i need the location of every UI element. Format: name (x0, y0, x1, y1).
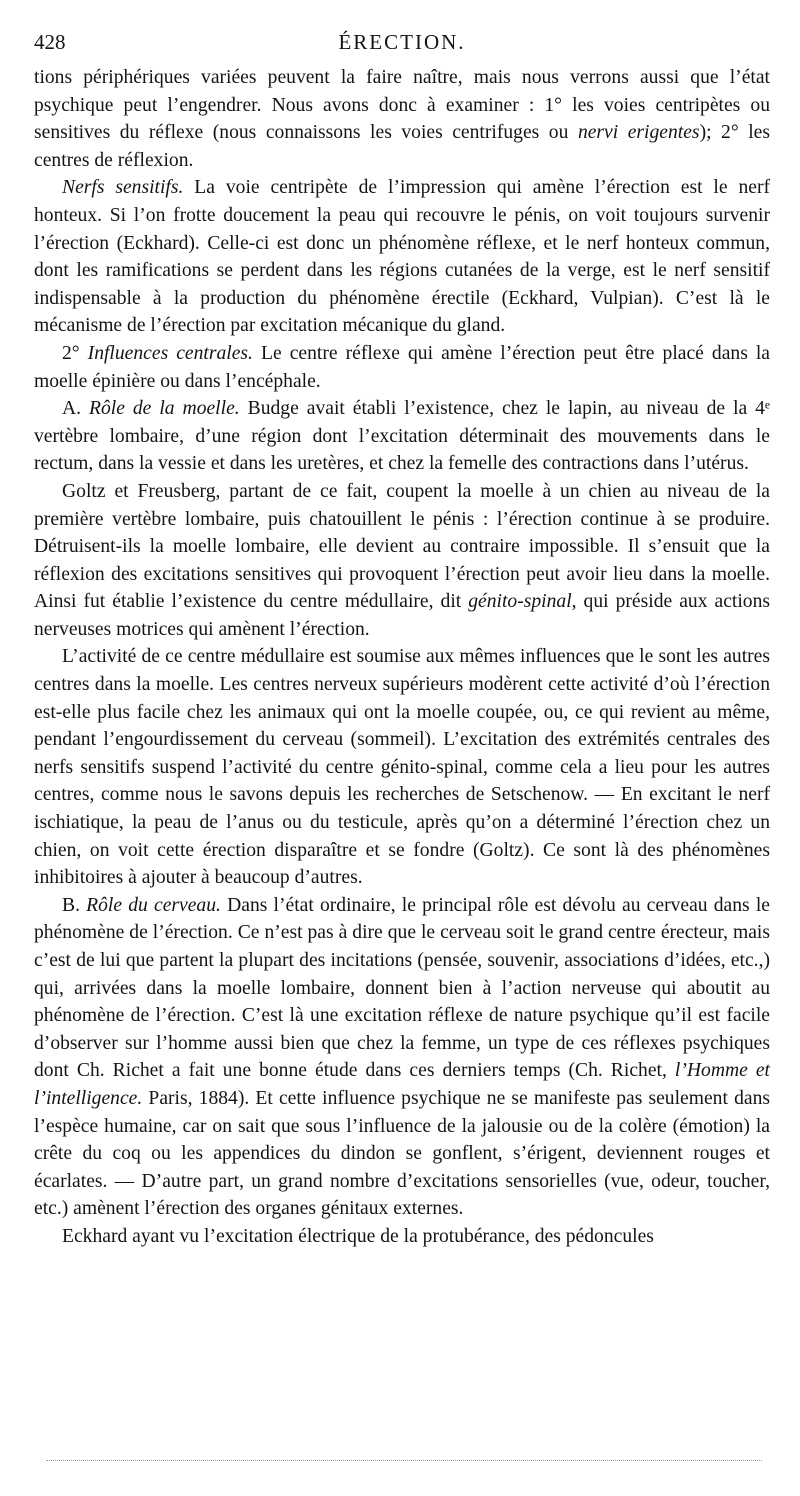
text-run: Goltz et Freusberg, partant de ce fait, coupent la moelle à un chien au niveau de la première vertèbre lombaire, puis chatouillent le pénis : l’érection continue à se produire. Détruisent-ils la moelle lombaire, elle devient au contraire impossible. Il s’ensuit que la réflexion des excitations sensitives qui provoquent l’érection peut avoir lieu dans la moelle. Ainsi fut établie l’existence du centre médullaire, dit (34, 480, 770, 613)
paragraph (34, 64, 770, 174)
italic-text: l’Homme et l’intelligence. (34, 1060, 770, 1109)
page-number: 428 (34, 30, 66, 54)
running-head: ÉRECTION. (338, 30, 466, 54)
text-run: Le centre réflexe qui amène l’érection peut être placé dans la moelle épinière ou dans l’encéphale. (34, 342, 770, 392)
paragraph (34, 340, 770, 395)
text-run: , qui préside aux actions nerveuses motrices qui amènent l’érection. (34, 591, 770, 640)
text-run: tions périphériques variées peuvent la faire naître, mais nous verrons aussi que l’état psychique peut l’engendrer. Nous avons donc à examiner : 1° les voies centripètes ou sensitives du réflexe (nous connaissons les voies centrifuges ou (34, 67, 770, 144)
text-run: 2° (62, 342, 88, 364)
paragraph (34, 643, 770, 891)
italic-text: nervi erigentes (577, 122, 700, 144)
paragraph (34, 395, 770, 478)
italic-text: génito-spinal (468, 591, 572, 613)
body-text (34, 64, 770, 1251)
text-run: Dans l’état ordinaire, le principal rôle est dévolu au cerveau dans le phénomène de l’érection. Ce n’est pas à dire que le cerveau soit le grand centre érecteur, mais c’est de lui que partent la plupart des incitations (pensée, souvenir, associations d’idées, etc.,) qui, arrivées dans la moelle lombaire, donnent bien à l’action nerveuse qui aboutit au phénomène de l’érection. C’est là une excitation réflexe de nature psychique qu’il est facile d’observer sur l’homme aussi bien que chez la femme, un type de ces réflexes psychiques dont Ch. Richet a fait une bonne étude dans ces derniers temps (Ch. Richet, (34, 894, 770, 1082)
paragraph (34, 478, 770, 644)
footer-rule (46, 1460, 762, 1461)
italic-text: Rôle de la moelle. (89, 398, 240, 420)
paragraph (34, 1223, 770, 1251)
text-run: B. (62, 894, 87, 916)
italic-text: Rôle du cerveau. (86, 894, 221, 916)
text-run: A. (62, 398, 90, 420)
text-run: L’activité de ce centre médullaire est soumise aux mêmes influences que le sont les autres centres dans la moelle. Les centres nerveux supérieurs modèrent cette activité d’où l’érection est-elle plus facile chez les animaux qui ont la moelle coupée, ou, ce qui revient au même, pendant l’engourdissement du cerveau (sommeil). L’excitation des extrémités centrales des nerfs sensitifs suspend l’activité du centre génito-spinal, comme cela a lieu pour les autres centres, comme nous le savons depuis les recherches de Setschenow. — En excitant le nerf ischiatique, la peau de l’anus ou du testicule, après qu’on a déterminé l’érection chez un chien, on voit cette érection disparaître et se fondre (Goltz). Ce sont là des phénomènes inhibitoires à ajouter à beaucoup d’autres. (34, 646, 770, 889)
text-run: Budge avait établi l’existence, chez le lapin, au niveau de la 4ᵉ vertèbre lombaire, d’une région dont l’excitation déterminait des mouvements dans le rectum, dans la vessie et dans les uretères, et chez la femelle des contractions dans l’utérus. (34, 398, 770, 475)
text-run: Eckhard ayant vu l’excitation électrique de la protubérance, des pédoncules (62, 1225, 654, 1247)
text-run: La voie centripète de l’impression qui amène l’érection est le nerf honteux. Si l’on frotte doucement la peau qui recouvre le pénis, on voit toujours survenir l’érection (Eckhard). Celle-ci est donc un phénomène réflexe, et le nerf honteux commun, dont les ramifications se perdent dans les régions cutanées de la verge, est le nerf sensitif indispensable à la production du phénomène érectile (Eckhard, Vulpian). C’est là le mécanisme de l’érection par excitation mécanique du gland. (34, 177, 770, 337)
italic-text: Nerfs sensitifs. (62, 177, 184, 199)
text-run: ); 2° les centres de réflexion. (34, 122, 770, 171)
text-run: Paris, 1884). Et cette influence psychique ne se manifeste pas seulement dans l’espèce humaine, car on sait que sous l’influence de la jalousie ou de la colère (émotion) la crête du coq ou les appendices du dindon se gonflent, s’érigent, deviennent rouges et écarlates. — D’autre part, un grand nombre d’excitations sensorielles (vue, odeur, toucher, etc.) amènent l’érection des organes génitaux externes. (34, 1087, 770, 1220)
page-header (34, 30, 770, 60)
paragraph (34, 892, 770, 1223)
paragraph (34, 174, 770, 340)
italic-text: Influences centrales. (87, 342, 253, 364)
